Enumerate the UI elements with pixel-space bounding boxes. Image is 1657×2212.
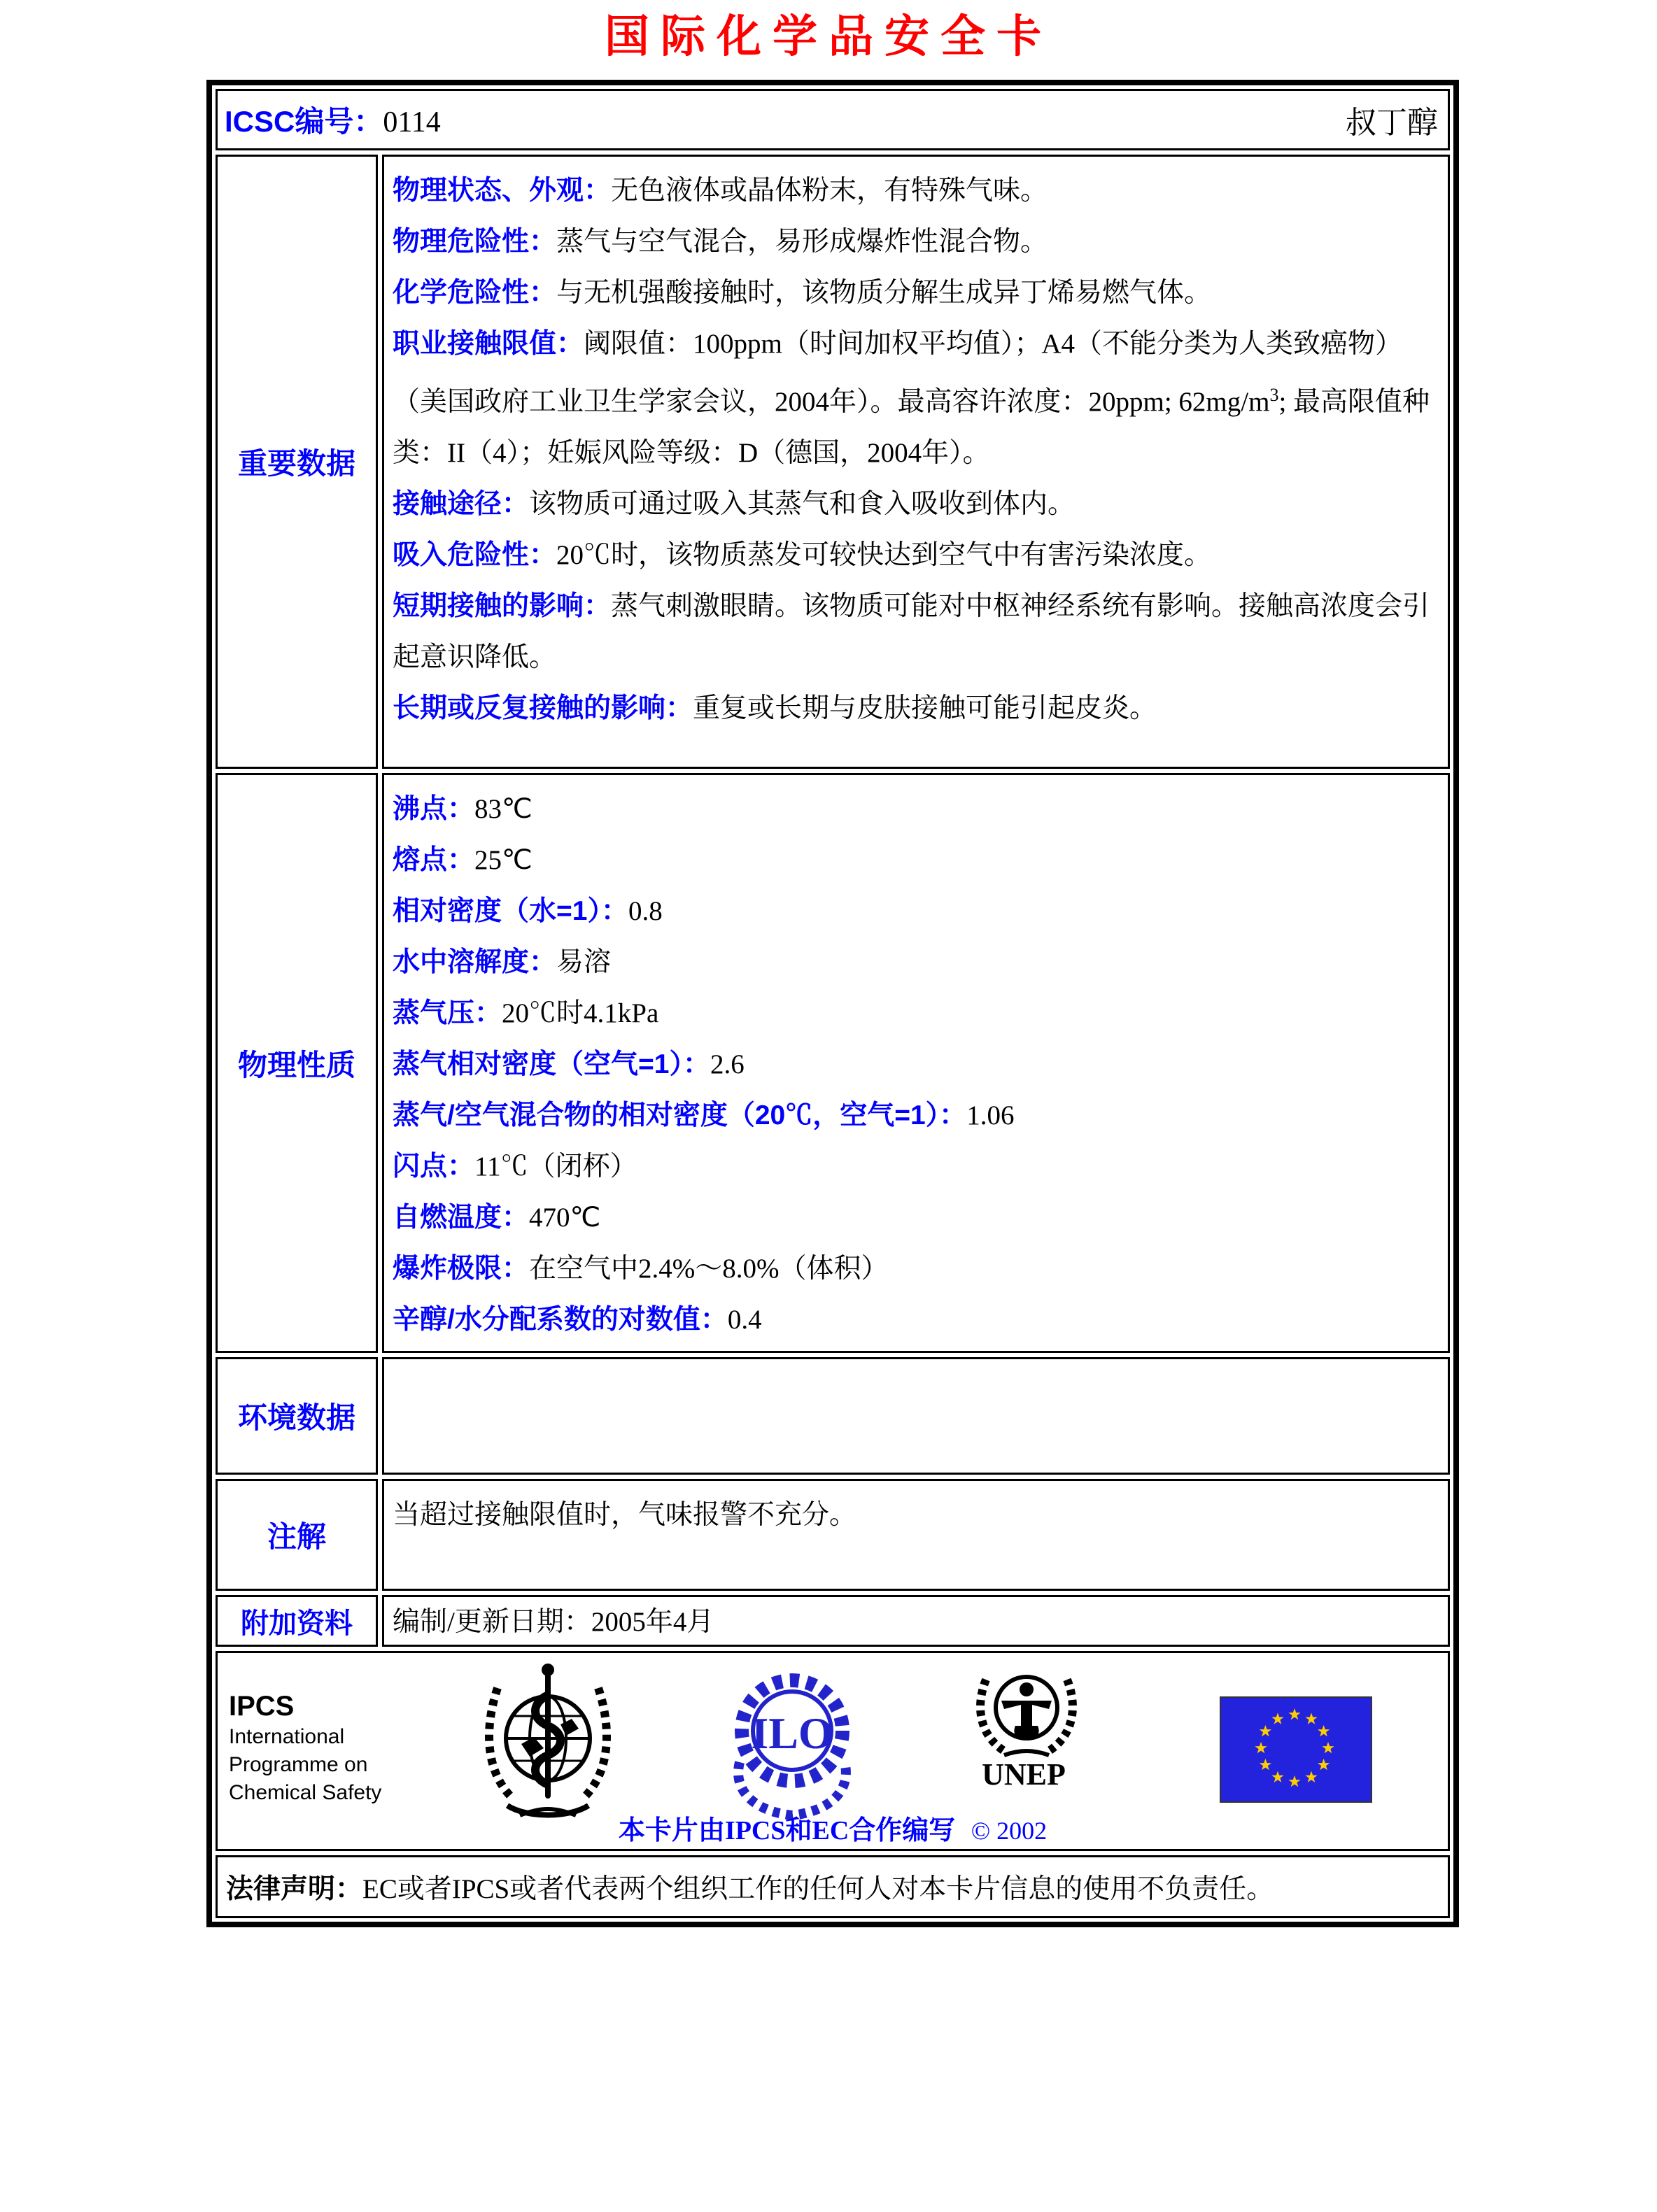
entry-value: 470℃ bbox=[529, 1203, 601, 1233]
unep-logo-icon bbox=[971, 1659, 1083, 1767]
entry-autoignition bbox=[393, 1192, 1438, 1243]
entry-occupational-limits bbox=[393, 318, 1438, 478]
entry-value: 易溶 bbox=[556, 947, 612, 977]
entry-label: 长期或反复接触的影响： bbox=[393, 693, 693, 723]
environment-row bbox=[216, 1357, 1450, 1475]
entry-flash-point bbox=[393, 1141, 1438, 1192]
entry-octanol-water bbox=[393, 1294, 1438, 1345]
entry-label: 蒸气压： bbox=[393, 998, 502, 1028]
entry-water-solubility bbox=[393, 937, 1438, 988]
entry-value: 11℃（闭杯） bbox=[474, 1151, 637, 1182]
entry-label: 爆炸极限： bbox=[393, 1254, 530, 1284]
icsc-number-value: 0114 bbox=[383, 106, 441, 139]
entry-label: 物理状态、外观： bbox=[393, 176, 612, 206]
entry-value: 25℃ bbox=[474, 845, 533, 875]
entry-value: 0.8 bbox=[628, 896, 663, 926]
section-title-notes: 注解 bbox=[216, 1479, 378, 1591]
unep-label: UNEP bbox=[982, 1757, 1066, 1792]
additional-info-content bbox=[382, 1595, 1450, 1647]
entry-label: 自燃温度： bbox=[393, 1203, 530, 1233]
physical-properties-row bbox=[216, 773, 1450, 1353]
entry-chemical-danger bbox=[393, 267, 1438, 318]
footer-cell bbox=[216, 1651, 1450, 1851]
entry-label: 蒸气相对密度（空气=1）： bbox=[393, 1049, 710, 1079]
icsc-number-label: ICSC编号： bbox=[225, 105, 383, 138]
additional-info-row bbox=[216, 1595, 1450, 1647]
credit-line bbox=[218, 1808, 1448, 1847]
entry-label: 短期接触的影响： bbox=[393, 591, 612, 621]
eu-flag-icon bbox=[1220, 1696, 1372, 1803]
entry-value: 与无机强酸接触时，该物质分解生成异丁烯易燃气体。 bbox=[556, 278, 1212, 308]
entry-label: 辛醇/水分配系数的对数值： bbox=[393, 1305, 728, 1335]
entry-label: 吸入危险性： bbox=[393, 540, 557, 570]
notes-text: 当超过接触限值时，气味报警不充分。 bbox=[393, 1500, 857, 1530]
ipcs-line-2: Programme on bbox=[229, 1753, 368, 1776]
section-title-physical: 物理性质 bbox=[216, 773, 378, 1353]
chemical-name: 叔丁醇 bbox=[1346, 106, 1438, 140]
entry-relative-density bbox=[393, 886, 1438, 937]
section-title-important: 重要数据 bbox=[216, 155, 378, 769]
entry-value: 2.6 bbox=[710, 1049, 745, 1079]
entry-value: 该物质可通过吸入其蒸气和食入吸收到体内。 bbox=[529, 489, 1076, 519]
environment-content bbox=[382, 1357, 1450, 1475]
entry-value: 在空气中2.4%～8.0%（体积） bbox=[529, 1254, 889, 1284]
entry-value: 蒸气与空气混合，易形成爆炸性混合物。 bbox=[556, 227, 1048, 257]
icsc-card-table bbox=[206, 80, 1459, 1927]
entry-value: 83℃ bbox=[474, 794, 533, 824]
entry-value: 0.4 bbox=[727, 1305, 762, 1335]
entry-value: 重复或长期与皮肤接触可能引起皮炎。 bbox=[693, 693, 1157, 723]
footer-row bbox=[216, 1651, 1450, 1851]
entry-label: 接触途径： bbox=[393, 489, 530, 519]
legal-cell bbox=[216, 1855, 1450, 1918]
entry-label: 化学危险性： bbox=[393, 278, 557, 308]
entry-short-term-effects bbox=[393, 581, 1438, 683]
entry-value: 1.06 bbox=[966, 1100, 1015, 1130]
important-data-row bbox=[216, 155, 1450, 769]
entry-label: 熔点： bbox=[393, 845, 475, 875]
entry-label: 职业接触限值： bbox=[393, 329, 584, 359]
ipcs-line-3: Chemical Safety bbox=[229, 1781, 382, 1804]
entry-value: 20℃时，该物质蒸发可较快达到空气中有害污染浓度。 bbox=[556, 540, 1212, 570]
who-logo-icon bbox=[478, 1660, 618, 1831]
entry-long-term-effects bbox=[393, 683, 1438, 734]
ipcs-abbr: IPCS bbox=[229, 1691, 295, 1722]
entry-melting-point bbox=[393, 835, 1438, 886]
entry-physical-danger bbox=[393, 216, 1438, 267]
header-row bbox=[216, 89, 1450, 150]
icsc-number-group bbox=[225, 99, 441, 141]
entry-physical-state bbox=[393, 165, 1438, 216]
entry-value: 阈限值：100ppm（时间加权平均值）；A4（不能分类为人类致癌物）（美国政府工业卫生学家会议，2004年）。最高容许浓度：20ppm; 62mg/m bbox=[393, 329, 1403, 417]
notes-row bbox=[216, 1479, 1450, 1591]
entry-vapor-pressure bbox=[393, 988, 1438, 1039]
entry-explosive-limits bbox=[393, 1243, 1438, 1294]
legal-row bbox=[216, 1855, 1450, 1918]
entry-value: 蒸气刺激眼睛。该物质可能对中枢神经系统有影响。接触高浓度会引起意识降低。 bbox=[393, 591, 1430, 672]
entry-value: 无色液体或晶体粉末，有特殊气味。 bbox=[611, 176, 1048, 206]
page-title: 国际化学品安全卡 bbox=[605, 10, 1052, 63]
legal-text: EC或者IPCS或者代表两个组织工作的任何人对本卡片信息的使用不负责任。 bbox=[362, 1874, 1274, 1904]
credit-text: 本卡片由IPCS和EC合作编写 bbox=[618, 1816, 956, 1845]
legal-label: 法律声明： bbox=[226, 1874, 363, 1904]
ipcs-text-block bbox=[229, 1689, 381, 1807]
entry-label: 蒸气/空气混合物的相对密度（20℃，空气=1）： bbox=[393, 1100, 967, 1130]
entry-label: 物理危险性： bbox=[393, 227, 557, 257]
copyright-text: © 2002 bbox=[971, 1817, 1048, 1845]
header-cell bbox=[216, 89, 1450, 150]
section-title-environment: 环境数据 bbox=[216, 1357, 378, 1475]
notes-content bbox=[382, 1479, 1450, 1591]
entry-label: 相对密度（水=1）： bbox=[393, 896, 628, 926]
section-title-additional: 附加资料 bbox=[216, 1595, 378, 1647]
entry-boiling-point bbox=[393, 784, 1438, 835]
physical-properties-content bbox=[382, 773, 1450, 1353]
ilo-monogram: ILO bbox=[751, 1708, 833, 1758]
entry-exposure-routes bbox=[393, 478, 1438, 530]
entry-value: ; 最高限值种类：II（4）；妊娠风险等级：D（德国，2004年）。 bbox=[393, 387, 1430, 468]
additional-info-text: 编制/更新日期：2005年4月 bbox=[393, 1607, 714, 1637]
entry-inhalation-risk bbox=[393, 530, 1438, 581]
important-data-content bbox=[382, 155, 1450, 769]
entry-label: 水中溶解度： bbox=[393, 947, 557, 977]
entry-label: 闪点： bbox=[393, 1151, 475, 1182]
superscript-3: 3 bbox=[1269, 385, 1279, 405]
entry-vapor-density bbox=[393, 1039, 1438, 1090]
entry-label: 沸点： bbox=[393, 794, 475, 824]
entry-vapor-air-density bbox=[393, 1090, 1438, 1141]
ipcs-line-1: International bbox=[229, 1725, 345, 1748]
entry-value: 20℃时4.1kPa bbox=[502, 998, 659, 1028]
